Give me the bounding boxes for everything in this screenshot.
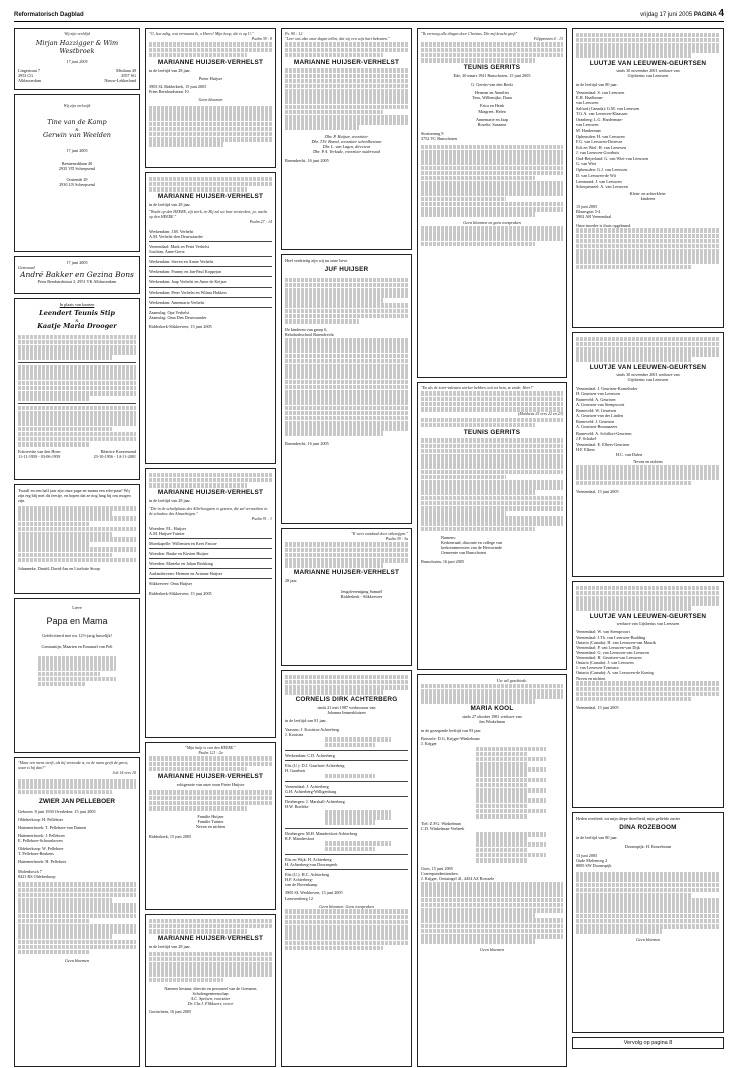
relative-line: Herman en Annelies Teus, Willemijke, Daan bbox=[472, 90, 512, 101]
obituary-huijser-school bbox=[281, 28, 412, 250]
deceased-name: MARIANNE HUIJSER-VERHELST bbox=[293, 569, 400, 577]
relation: sinds 30 november 2001 weduwe van Gijsbertus van Leeuwen bbox=[616, 372, 680, 383]
address: Goes, 15 juni 2005 Correspondentieadres: J. Krijger, Oostsingel 41, 4454 AZ Borssele bbox=[421, 866, 495, 882]
grandchildren: Klein- en achterklein- kinderen bbox=[629, 190, 667, 202]
newspaper-name: Reformatorisch Dagblad bbox=[14, 11, 84, 18]
relative-line: Erica en Henk Margreet, Helen bbox=[478, 103, 506, 114]
flowers-note: Geen bloemen en geen toespraken bbox=[463, 220, 521, 226]
notice-intro: Wij zijn verblijd bbox=[64, 31, 90, 36]
signature: Constantijn, Maarten en Emanuel van Pelt bbox=[41, 644, 113, 650]
anniversary-notice bbox=[14, 298, 140, 480]
deceased-name: CORNELIS DIRK ACHTERBERG bbox=[295, 696, 398, 704]
psalm-quote: "Leer ons alzo onze dagen tellen, dat wij een wijs hart bekomen." bbox=[285, 35, 390, 41]
engagement-notice-2 bbox=[14, 94, 140, 252]
psalm-quote: "Mijn hulp is van den HEERE." bbox=[185, 745, 236, 750]
place-date: Ridderkerk-Slikkerveer, 15 juni 2005 bbox=[149, 324, 212, 330]
relation: sinds 30 november 2001 weduwe van Gijsbertus van Leeuwen bbox=[616, 68, 680, 79]
deceased-name: MARIA KOOL bbox=[470, 705, 514, 713]
relative-line: Neven en nichten bbox=[195, 824, 226, 830]
relative-line: Veenendaal: J. Geurtsen-Kornelisder H. Geurtsen-van Leeuwen bbox=[576, 385, 638, 396]
address: Molenbosch 7 8421 RS Oldeberkoop bbox=[18, 868, 56, 879]
relative-line: Oldeberkoop: H. Pelleboer bbox=[18, 816, 64, 822]
flowers-note: Geen bloemen. Geen toespraken bbox=[319, 903, 374, 909]
relative-line: Opheusden: G.J. van Leeuwen D. van Leeuwen-de Wit bbox=[576, 167, 628, 178]
relative-line: Barneveld: J. Geurtsen A. Geurtsen-Bonnaazeer bbox=[576, 419, 618, 430]
age: in de leeftijd van 28 jaar. bbox=[149, 67, 191, 73]
relative-line: Oldeberkoop: W. Pelleboer T. Pelleboer-Beukens bbox=[18, 846, 64, 857]
relative-line: Barneveld: A. Geurtsen A. Geurtsen-van Stempvoort bbox=[576, 396, 625, 407]
deceased-name: DINA ROZEBOOM bbox=[619, 824, 677, 832]
signatories: Dhr. P. Huijser, voorzitter Dhr. T.W. Brand, voorzitter schoolbestuur Dhr. L. van Lagen, directeur Dhr. P.A. Verkade, voorzitter ouderraad bbox=[311, 133, 382, 154]
obituary-huijser-1 bbox=[145, 28, 276, 168]
footer-left: Eckoevrtte van den Hoen 11-11-1950 - 03-06-1959 bbox=[18, 449, 61, 460]
bible-ref: Psalm 91 : 1 bbox=[251, 515, 272, 521]
wedding-notice bbox=[14, 256, 140, 294]
address-1: Remtenedtlaan 40 2935 VD Scheepsend bbox=[58, 160, 96, 172]
relative-line: Eck en Wiel: H. van Leeuwen J. van Leeuwen-Goorhuis bbox=[576, 144, 627, 156]
name-1: Leendert Teunis Stip bbox=[39, 309, 115, 318]
deceased-name: MARIANNE HUIJSER-VERHELST bbox=[293, 58, 400, 66]
name-2: Gerwin van Weelden bbox=[43, 130, 111, 139]
signature: Doornspijk: H. Roozeboom bbox=[624, 844, 672, 850]
address: 3905 SL Werkhoven, 13 juni 2005 Leeuwenberg 12 bbox=[285, 890, 343, 901]
deceased-name: MARIANNE HUIJSER-VERHELST bbox=[157, 489, 264, 497]
relative-line: Veenendaal: S. van Leeuwen E.H. Haalboom- van Leeuwen bbox=[576, 89, 625, 105]
obituary-achterberg bbox=[281, 670, 412, 1067]
age: in de leeftijd van 81 jaar. bbox=[285, 718, 327, 724]
relative-line: Tiel: Z.P.G. Winkelman C.D. Winkelman-Verbeek bbox=[421, 821, 465, 832]
psalm-quote: "Ik vernoeg alle dingen door Christus, Die mij kracht geeft" bbox=[421, 31, 518, 36]
relative-line: Annemarie en Jaap Roselie, Susanne bbox=[475, 116, 509, 127]
relative-line: Veenendaal: H. Geurtsen-van Leeuwen bbox=[576, 655, 642, 661]
relative-line: Veenendaal: Mark en Petra Verhelst Joachim, Anne-Gerie bbox=[149, 243, 209, 255]
name-1: Tine van de Kamp bbox=[47, 117, 107, 126]
relative-line: Werkendam: C.D. Achterberg bbox=[285, 752, 335, 758]
age: in de gezegende leeftijd van 93 jaar. bbox=[421, 727, 482, 733]
relative-line: Salford (Canada): G.M. van Leeuwen T.G.A. van Leeuwen-Klaassen bbox=[576, 106, 640, 117]
relation: weduwe van Gijsbertus van Leeuwen bbox=[616, 621, 680, 627]
obituary-huijser-5 bbox=[145, 914, 276, 1067]
relative-line: Moerkapelle: Willemien en Kees Fassoe bbox=[149, 540, 217, 546]
notice-date: 17 juni 2005 bbox=[66, 58, 88, 64]
obituary-juf-huijser bbox=[281, 254, 412, 524]
relative-line: Elst en Wijk: H. Achterberg H. Achterberg-van Doornspeek bbox=[285, 856, 338, 867]
couple-names: André Bakker en Gezina Bons bbox=[20, 270, 134, 280]
address-right: Mistlaan 49 2957 SG Nieuw-Lekkerland bbox=[104, 67, 136, 84]
anniversary-poem bbox=[14, 484, 140, 594]
deceased-name: MARIANNE HUIJSER-VERHELST bbox=[157, 935, 264, 943]
relative-line: Woerden: P.L. Huijser A.M. Huijser-Tuinier bbox=[149, 525, 187, 536]
obituary-gerrits-2 bbox=[417, 382, 567, 670]
engagement-notice-1 bbox=[14, 28, 140, 90]
relative-line: Ontario (Canada): J. van Leeuwen J. van Leeuwen-Tramstra bbox=[576, 660, 634, 671]
place-date: Veenendaal, 15 juni 2005 bbox=[576, 705, 619, 711]
notice-label: Getrouwd bbox=[18, 265, 35, 271]
relative-line: Werkendam: Steven en Annie Verhelst bbox=[149, 259, 214, 265]
page-number: 4 bbox=[718, 7, 724, 19]
relative-line: Familie Tuinier bbox=[197, 819, 224, 825]
life-dates: Geboren: 8 juni 1930 Overleden: 15 juni 2005 bbox=[18, 808, 96, 814]
deceased-name: JUF HUIJSER bbox=[324, 266, 369, 274]
relative-line: Ontario (Canada): H. van Leeuwen-van Mourik bbox=[576, 639, 657, 645]
relative-line: Driebergen: M.H. Mandersloot-Achterberg R.F. Mandersloot bbox=[285, 830, 358, 841]
age: 28 jaar. bbox=[285, 578, 298, 584]
relative-line: Veenendaal: J. Achterberg G.H. Achterberg-Willigenburg bbox=[285, 783, 337, 795]
place-date: Barendrecht, 16 juni 2005 bbox=[285, 440, 329, 446]
relative-line: Aarlanderveen: Hermen en Arianne Huijser bbox=[149, 571, 223, 577]
relative-line: Scherpenzeel: A. van Leeuwen bbox=[576, 183, 628, 189]
relative-line: Zaamslag: Opa Verhelst bbox=[149, 309, 190, 315]
psalm-quote: "K weet vandaad door stilzwijgen." bbox=[351, 531, 408, 536]
relative-line: Barneveld: A. Schilfort-Geurtsen J.F. Schakel bbox=[576, 430, 632, 441]
relation: sinds 27 oktober 1981 weduwe van Jan Winkelman bbox=[462, 714, 522, 725]
obituary-kool bbox=[417, 674, 567, 1067]
notice-intro: Heden overleed, tot mijn diepe droefheid, mijn geliefde zuster bbox=[576, 816, 681, 821]
psalm-ref: Filippenzen 4 : 13 bbox=[533, 35, 563, 41]
notice-date: 17 juni 2005 bbox=[66, 147, 88, 153]
psalm-ref: Job 14 vers 10 bbox=[112, 769, 136, 775]
age: in de leeftijd van 28 jaar. bbox=[149, 943, 191, 949]
obituary-huijser-2 bbox=[145, 172, 276, 464]
address: Struisenrug 9 3752 VC Bunschoten bbox=[421, 130, 457, 142]
age: in de leeftijd van 28 jaar. bbox=[149, 201, 191, 207]
place-date: Ridderkerk, 15 juni 2005 bbox=[149, 833, 192, 839]
obituary-rozeboom bbox=[572, 812, 724, 1033]
relative-line: Oud-Beijerland: G. van Wiet-van Leeuwen G. van Wiet bbox=[576, 156, 649, 167]
relative-line: Veenendaal: G. van Leeuwen-van Leeuwen bbox=[576, 649, 649, 655]
signature: Jeugdvereniging Samuël Ridderkerk - Slikkerveer bbox=[340, 589, 383, 600]
obituary-van-leeuwen-2 bbox=[572, 332, 724, 577]
relative-line: Werkendam: Peter Verhelst en Wilma Hakkers bbox=[149, 289, 227, 295]
notice-intro: Uw wil geschiede. bbox=[496, 678, 528, 683]
name-2: Kaatje Maria Drooger bbox=[37, 322, 117, 331]
ampersand: & bbox=[75, 126, 79, 132]
relative-line: Vaassen: J. Kooistra-Achterberg J. Kooistra bbox=[285, 726, 339, 737]
relative-line: Familie Huijser bbox=[197, 814, 224, 820]
relative-line: Woerden: Marieke en Johan Brokking bbox=[149, 561, 213, 567]
obituary-gerrits-1 bbox=[417, 28, 567, 378]
relative-line: Opheusden: H. van Leeuwen F.G. van Leeuwen-Drieesse bbox=[576, 133, 625, 144]
relative-line: Neven en nichten bbox=[633, 459, 663, 465]
relative-line: Driebergen: J. Marshall-Achterberg H.W. Boeleke bbox=[285, 799, 345, 810]
place-date: Ridderkerk-Slikkerveer, 15 juni 2005 bbox=[149, 590, 212, 596]
life-dates: Ede, 30 maart 1941 Bunschoten, 15 juni 2005 bbox=[453, 72, 531, 78]
notice-date: 17 juni 2005 bbox=[66, 260, 88, 265]
bible-quote: "Wacht op den HEERE, zijt sterk, en Hij zal uw hart versterken; ja, wacht op den HEERE." bbox=[149, 209, 268, 219]
deceased-name: MARIANNE HUIJSER-VERHELST bbox=[157, 772, 264, 780]
bible-quote: "Die in de schuilplaats des Allerhoogsten is gezeten, die zal vernachten in de schaduw des Almachtigen." bbox=[149, 506, 268, 516]
relative-line: Veenendaal: J.Th. van Leeuwen-Budding bbox=[576, 634, 646, 640]
psalm-ref: Psalm 39 : 8 bbox=[251, 35, 272, 41]
relative-line: Veenendaal: P. van Leeuwen-van Dijk bbox=[576, 644, 640, 650]
relative-line: Hattemerbroek: H. Pelleboer bbox=[18, 859, 67, 865]
obituary-huijser-3 bbox=[145, 468, 276, 738]
poem-text: Twaalf en een half jaar zijn onze papa en mama een echt-paar! Wij zijn erg blij met dit feestje, en hopen dat ze nog lang bij ons mogen zijn. bbox=[18, 488, 131, 504]
relative-line: Borssele: D.G. Krijger-Winkelman J. Krijger bbox=[421, 735, 480, 746]
age: in de leeftijd van 28 jaar. bbox=[149, 497, 191, 503]
lying-in-state-note: Onze moeder is thuis opgebaard. bbox=[576, 222, 632, 228]
psalm-quote: "En als de tover-talenten sterker hebben ooit tot hem, ze zeide: Heer!" bbox=[421, 385, 534, 390]
place-date: Gorinchem, 16 juni 2005 bbox=[149, 1009, 192, 1015]
flowers-note: Geen bloemen bbox=[479, 947, 505, 953]
deceased-name: TEUNIS GERRITS bbox=[463, 64, 521, 72]
footer-right: Béatrice Koezemond 23-10-1956 - 14-11-2001 bbox=[93, 449, 136, 460]
address-2: Oostende 29 2930 LN Scheepsend bbox=[59, 177, 95, 188]
notice-title: Papa en Mama bbox=[46, 616, 108, 627]
flowers-note: Geen bloemen bbox=[635, 937, 661, 943]
relative-line: Oranberg: L.G. Harderman- van Leeuwen M. Harderman bbox=[576, 117, 623, 133]
bible-ref: Psalm 27 : 14 bbox=[249, 218, 272, 224]
notice-intro: Heel verdrietig zijn wij nu onze lieve bbox=[285, 258, 348, 263]
ampersand: & bbox=[75, 318, 79, 324]
flowers-note: Geen bloemen bbox=[64, 958, 90, 964]
page-label: PAGINA bbox=[693, 11, 717, 18]
relative-line: Woerden: Bauke en Kirsten Huijser bbox=[149, 551, 209, 557]
relative-line: Veenendaal: W. van Stempvoort bbox=[576, 629, 630, 635]
relation: echtgenote van onze zoon Pieter Huijser bbox=[176, 781, 245, 787]
psalm-ref: Psalm 121 : 2a bbox=[198, 749, 223, 755]
relative-line: Veenendaal: E. Elbers-Geurtsen H.F. Elbers bbox=[576, 441, 630, 452]
continued-on-page-link[interactable]: Vervolg op pagina 8 bbox=[572, 1037, 724, 1049]
couple-names: Mirjan Hazzigger & Wim Westbroek bbox=[35, 38, 119, 55]
deceased-name: ZWIER JAN PELLEBOER bbox=[39, 797, 115, 805]
relative-line: Werkendam: Jaap Verhelst en Anne de Keijzer bbox=[149, 279, 227, 285]
psalm-quote: "O, hoe zalig, wat vernaamt ik, o Heere! Mijn hoop, die is op U." bbox=[149, 31, 254, 36]
place-date: Barendrecht, 16 juni 2005 bbox=[285, 158, 329, 164]
deceased-name: LUUTJE VAN LEEUWEN-GEURTSEN bbox=[589, 59, 707, 67]
relative-line: Hattemerbroek: J. Pelleboer E. Pelleboer-Schoonhoven bbox=[18, 832, 65, 844]
relative-line: Hattemerbroek: T. Pelleboer-van Duinen bbox=[18, 824, 87, 830]
notice-intro: Lieve bbox=[72, 605, 82, 610]
relative-line: H.C. van Dalen bbox=[616, 452, 643, 458]
signature: Namens bestuur, directie en personeel van de Gomarus Scholengemeenschap bbox=[164, 985, 257, 996]
age: in de leeftijd van 80 jaar. bbox=[576, 81, 618, 87]
relative-line: Werkendam: J.M. Verhelst A.M. Verhelst-den Deurwaarder bbox=[149, 228, 203, 239]
page-date: vrijdag 17 juni 2005 bbox=[640, 11, 693, 18]
obituary-van-leeuwen-1 bbox=[572, 28, 724, 328]
place-date: Veenendaal, 15 juni 2005 bbox=[576, 488, 619, 494]
psalm-ref: (Mattheüs 25 vers 22 en 23) bbox=[518, 411, 563, 417]
psalm-quote: "Maar een mens sterft, als hij verzwakt is, en de mens geeft de geest; waar is hij dan?" bbox=[18, 760, 129, 770]
obituary-van-leeuwen-3 bbox=[572, 581, 724, 808]
place-date: Bunschoten, 16 juni 2005 bbox=[421, 559, 465, 565]
signature: De kinderen van groep 6, Rehobothschool Barendrecht bbox=[285, 327, 334, 338]
psalm-ref: Ps. 90 : 12 bbox=[285, 31, 303, 36]
relative-line: Slikkerveer: Oma Huijser bbox=[149, 581, 193, 587]
signature: Pieter Huijser bbox=[198, 75, 223, 81]
psalm-ref: Psalm 39 : 3a bbox=[385, 535, 408, 541]
relative-line: G. Gerrits-van den Berkt bbox=[471, 82, 513, 88]
deceased-name: TEUNIS GERRITS bbox=[463, 429, 521, 437]
deceased-name: LUUTJE VAN LEEUWEN-GEURTSEN bbox=[589, 612, 707, 620]
notice-text: Gefeliciteerd met uw 12½-jarig huwelijk! bbox=[42, 633, 112, 639]
notice-intro: In plaats van kaarten bbox=[59, 302, 95, 307]
address: 3903 SL Ridderkerk, 15 juni 2005 Prins Bernhardstraat 10 bbox=[149, 83, 207, 95]
obituary-huijser-youth bbox=[281, 528, 412, 666]
relative-line: Elst (U.): H.C. Achterberg H.P. Achterberg- van de Bovenkamp bbox=[285, 872, 330, 888]
signatories: A.C. Spelsen, voorzitter Dr. Chr.J. Flikkwert, rector bbox=[187, 996, 234, 1007]
address-left: Lingestraat 7 2953 CG Alblasserdam bbox=[18, 67, 42, 84]
relative-line: Werkendam: Annemarie Verhelst bbox=[149, 299, 205, 305]
relation: sinds 21 mei 1987 weduwnaar van Johanna Immerkluizen bbox=[317, 705, 376, 716]
deceased-name: MARIANNE HUIJSER-VERHELST bbox=[157, 58, 264, 66]
congratulation-notice bbox=[14, 598, 140, 753]
relative-line: Zaamslag: Oma Den Deurwaarder bbox=[149, 314, 207, 320]
relative-line: Lemmond: J. van Leeuwen bbox=[576, 178, 622, 184]
address: 13 juni 2005 Oude Molenweg 2 8085 SW Doornspijk bbox=[576, 853, 612, 869]
signature: Johanneke, Daniël, David-Jan en Liselotte Stoop bbox=[18, 566, 100, 572]
relative-line: Werkendam: Franny en Jan-Paul Koppejan bbox=[149, 269, 221, 275]
flowers-note: Geen bloemen bbox=[198, 97, 223, 103]
signature: Namens: Kerkenraad, diaconie en college van kerkrentmeesters van de Hervormde Gemeente van Bunschoten bbox=[441, 534, 503, 556]
relative-line: Ontario (Canada): A. van Leeuwen-de Koning Neven en nichten bbox=[576, 670, 654, 681]
relative-line: Elst (U.): D.J. Gaarlsen-Achterberg H. Gaarlsen bbox=[285, 762, 345, 773]
address: Prins Bernhardstraat 3, 2951 VK Alblasserdam bbox=[37, 279, 117, 285]
obituary-huijser-4 bbox=[145, 742, 276, 910]
obituary-pelleboer bbox=[14, 757, 140, 1067]
age: in de leeftijd van 80 jaar. bbox=[576, 834, 618, 840]
address: 15 juni 2005 Blaarsgras 5-4 3902 AB Veenendaal bbox=[576, 204, 612, 220]
deceased-name: LUUTJE VAN LEEUWEN-GEURTSEN bbox=[589, 363, 707, 371]
relative-line: Barneveld: W. Geurtsen A. Geurtsen-van der Linden bbox=[576, 408, 623, 419]
deceased-name: MARIANNE HUIJSER-VERHELST bbox=[157, 193, 264, 201]
page-info bbox=[640, 8, 724, 20]
page-header bbox=[14, 8, 724, 22]
notice-intro: Wij zijn verloofd bbox=[63, 103, 91, 108]
